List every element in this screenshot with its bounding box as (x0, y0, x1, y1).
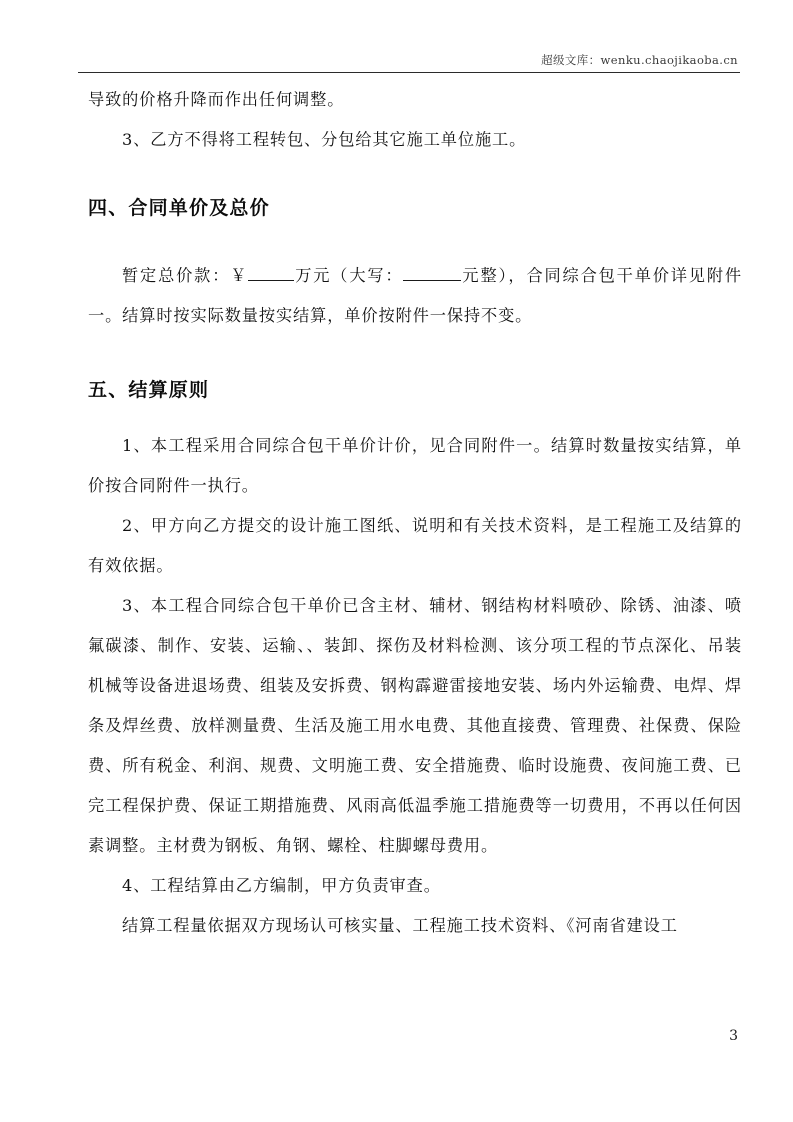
spacer-after-section-four-heading (88, 228, 742, 256)
paragraph-settlement-item-1: 1、本工程采用合同综合包干单价计价，见合同附件一。结算时数量按实结算，单价按合同附件一执行。 (88, 436, 742, 495)
spacer-after-section-five-heading (88, 410, 742, 426)
document-body (88, 80, 742, 946)
paragraph-continued: 导致的价格升降而作出任何调整。 (88, 90, 345, 109)
spacer-before-section-four (88, 160, 742, 188)
page-header (78, 52, 740, 74)
page-number: 3 (729, 1028, 738, 1044)
total-price-prefix: 暂定总价款：￥ (122, 266, 249, 285)
paragraph-clause-3-subcontract: 3、乙方不得将工程转包、分包给其它施工单位施工。 (122, 130, 527, 149)
heading-section-five: 五、结算原则 (88, 379, 210, 401)
paragraph-settlement-basis: 结算工程量依据双方现场认可核实量、工程施工技术资料、《河南省建设工 (122, 916, 678, 935)
paragraph-total-price (88, 256, 742, 336)
header-divider (78, 72, 740, 73)
amount-blank-field[interactable] (248, 280, 294, 281)
spacer-before-section-five (88, 336, 742, 370)
paragraph-settlement-item-2: 2、甲方向乙方提交的设计施工图纸、说明和有关技术资料，是工程施工及结算的有效依据。 (88, 516, 742, 575)
amount-in-words-blank-field[interactable] (403, 280, 461, 281)
paragraph-settlement-item-3: 3、本工程合同综合包干单价已含主材、辅材、钢结构材料喷砂、除锈、油漆、喷氟碳漆、制作、安装、运输、、装卸、探伤及材料检测、该分项工程的节点深化、吊装机械等设备进退场费、组装及安拆费、钢构霹避雷接地安装、场内外运输费、电焊、焊条及焊丝费、放样测量费、生活及施工用水电费、其他直接费、管理费、社保费、保险费、所有税金、利润、规费、文明施工费、安全措施费、临时设施费、夜间施工费、已完工程保护费、保证工期措施费、风雨高低温季施工措施费等一切费用，不再以任何因素调整。主材费为钢板、角钢、螺栓、柱脚螺母费用。 (88, 596, 742, 855)
heading-section-four: 四、合同单价及总价 (88, 197, 270, 219)
total-price-mid-2: 元整），合同综合包干单价详见附件一。结算时按实际数量按实结算，单价按附件一保持不变。 (88, 266, 742, 325)
watermark-text: 超级文库：wenku.chaojikaoba.cn (541, 53, 738, 67)
paragraph-settlement-item-4: 4、工程结算由乙方编制，甲方负责审查。 (122, 876, 441, 895)
total-price-mid-1: 万元（大写： (294, 266, 404, 285)
